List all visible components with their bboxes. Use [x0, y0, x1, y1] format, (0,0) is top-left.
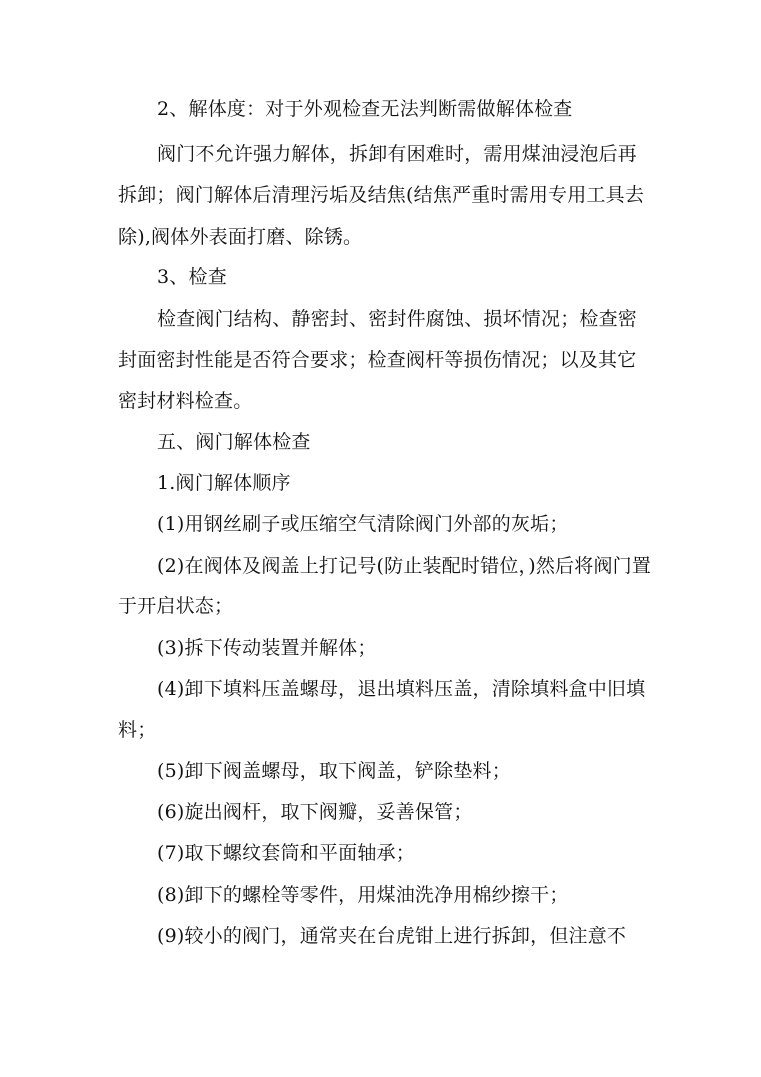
- list-item: (6)旋出阀杆，取下阀瓣，妥善保管；: [157, 801, 473, 823]
- list-item: (9)较小的阀门，通常夹在台虎钳上进行拆卸，但注意不: [157, 925, 627, 947]
- heading-inspection: 3、检查: [157, 266, 227, 288]
- list-item: (5)卸下阀盖螺母，取下阀盖，铲除垫料；: [157, 760, 511, 782]
- paragraph-line: 封面密封性能是否符合要求；检查阀杆等损伤情况；以及其它: [118, 349, 637, 371]
- subheading-disassembly-order: 1.阀门解体顺序: [157, 472, 291, 494]
- list-item: (7)取下螺纹套筒和平面轴承；: [157, 842, 415, 864]
- paragraph-line: 除),阀体外表面打磨、除锈。: [118, 226, 363, 248]
- list-item-continuation: 于开启状态；: [118, 595, 234, 617]
- list-item: (4)卸下填料压盖螺母，退出填料压盖，清除填料盒中旧填: [157, 678, 646, 700]
- heading-disassembly-degree: 2、解体度：对于外观检查无法判断需做解体检查: [157, 98, 573, 120]
- paragraph-line: 检查阀门结构、静密封、密封件腐蚀、损坏情况；检查密: [157, 308, 638, 330]
- list-item: (2)在阀体及阀盖上打记号(防止装配时错位，)然后将阀门置: [157, 555, 652, 577]
- paragraph-line: 阀门不允许强力解体，拆卸有困难时，需用煤油浸泡后再: [157, 143, 638, 165]
- paragraph-line: 密封材料检查。: [118, 390, 253, 412]
- list-item: (3)拆下传动装置并解体；: [157, 637, 377, 659]
- list-item: (8)卸下的螺栓等零件，用煤油洗净用棉纱擦干；: [157, 884, 569, 906]
- section-heading-valve-disassembly: 五、阀门解体检查: [157, 431, 311, 453]
- list-item: (1)用钢丝刷子或压缩空气清除阀门外部的灰垢；: [157, 513, 569, 535]
- paragraph-line: 拆卸；阀门解体后清理污垢及结焦(结焦严重时需用专用工具去: [118, 184, 645, 206]
- list-item-continuation: 料；: [118, 719, 157, 741]
